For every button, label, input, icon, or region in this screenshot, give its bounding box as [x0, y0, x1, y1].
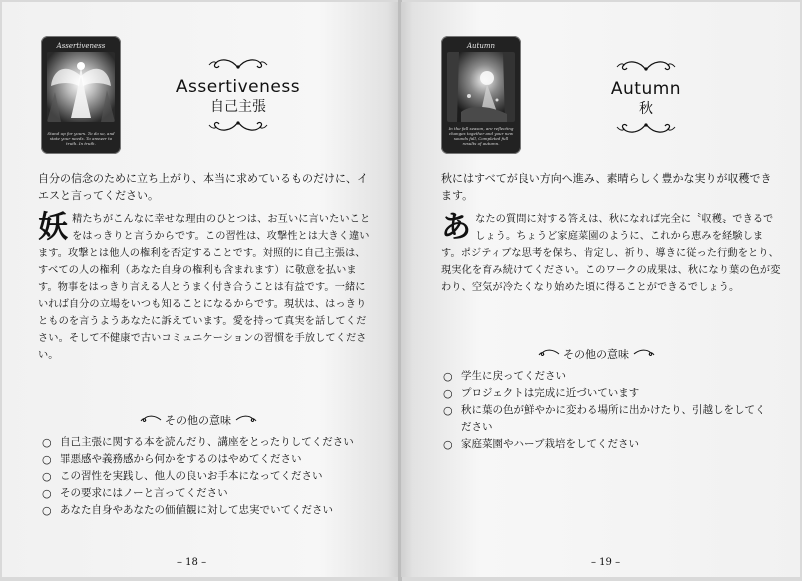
card-heading	[591, 78, 701, 118]
body-paragraph: なたの質問に対する答えは、秋になれば完全に〝収穫〟できるでしょう。ちょうど家庭菜園のように、これから恵みを経験します。ポジティブな思考を保ち、肯定し、祈り、導きに従った行動をとり、現実化を育み続けてください。このワークの成果は、秋になり葉の色が変わり、空気が冷たくなり始めた頃に得ることができるでしょう。	[441, 214, 781, 293]
list-item: ○ 家庭菜園やハーブ栽培をしてください	[443, 438, 639, 451]
page-number: – 18 –	[177, 557, 207, 568]
circle-bullet-icon: ○	[42, 470, 52, 483]
list-item: ○ プロジェクトは完成に近づいています	[443, 387, 640, 400]
circle-bullet-icon: ○	[443, 370, 453, 383]
drop-cap: 妖	[38, 210, 69, 245]
drop-cap: あ	[441, 210, 472, 245]
circle-bullet-icon: ○	[443, 387, 453, 400]
list-item: ○ 自己主張に関する本を読んだり、講座をとったりしてください	[42, 436, 354, 449]
heading-japanese: 秋	[639, 101, 653, 117]
other-meanings-heading	[128, 412, 268, 428]
top-flourish-icon	[205, 56, 271, 70]
circle-bullet-icon: ○	[443, 404, 453, 417]
page-number: – 19 –	[591, 557, 621, 568]
autumn-fairy-artwork-icon	[447, 52, 515, 122]
fairy-artwork-icon	[47, 52, 115, 122]
list-item: ○ その要求にはノーと言ってください	[42, 487, 228, 500]
list-item: ○ 罪悪感や義務感から何かをするのはやめてください	[42, 453, 302, 466]
heading-japanese: 自己主張	[210, 99, 266, 115]
list-item: ○ あなた自身やあなたの価値観に対して忠実でいてください	[42, 504, 333, 517]
card-title: Autumn	[466, 42, 496, 50]
right-page	[401, 2, 800, 577]
body-text	[441, 211, 781, 296]
list-item: ○ 学生に戻ってください	[443, 370, 566, 383]
circle-bullet-icon: ○	[42, 436, 52, 449]
lead-text: 秋にはすべてが良い方向へ進み、素晴らしく豊かな実りが収穫できます。	[441, 172, 772, 202]
subheading-flourish-right-icon	[633, 348, 655, 361]
left-page	[2, 2, 399, 577]
oracle-card-assertiveness	[41, 36, 121, 154]
subheading-flourish-right-icon	[235, 414, 257, 427]
body-text	[38, 211, 374, 364]
circle-bullet-icon: ○	[42, 504, 52, 517]
top-flourish-icon	[613, 58, 679, 72]
circle-bullet-icon: ○	[42, 487, 52, 500]
list-item: ○ この習性を実践し、他人の良いお手本になってください	[42, 470, 323, 483]
bottom-flourish-icon	[613, 122, 679, 136]
other-meanings-heading	[516, 346, 676, 362]
bottom-flourish-icon	[205, 120, 271, 134]
subheading-text: その他の意味	[563, 348, 629, 361]
other-meanings-list	[42, 434, 372, 519]
lead-text: 自分の信念のために立ち上がり、本当に求めているものだけに、イエスと言ってください。	[38, 172, 368, 202]
heading-english: Autumn	[610, 79, 682, 99]
circle-bullet-icon: ○	[42, 453, 52, 466]
subheading-text: その他の意味	[165, 414, 231, 427]
heading-english: Assertiveness	[175, 77, 301, 97]
circle-bullet-icon: ○	[443, 438, 453, 451]
card-heading	[172, 76, 304, 116]
subheading-flourish-left-icon	[140, 414, 166, 427]
body-paragraph: 精たちがこんなに幸せな理由のひとつは、お互いに言いたいことをはっきりと言うからです。この習性は、攻撃性とは大きく違います。攻撃とは他人の権利を否定することです。対照的に自己主張は、すべての人の権利（あなた自身の権利も含まれます）に敬意を払います。物事をはっきり言える人とうまく付き合うことは有益です。一緒にいれば自分の立場をいつも知ることになるからです。現状は、はっきりとものを言うようあなたに訴えています。愛を持って真実を話してください。そして不健康で古いコミュニケーションの習慣を手放してください。	[38, 214, 371, 361]
other-meanings-list	[443, 368, 773, 453]
subheading-flourish-left-icon	[538, 348, 564, 361]
list-item: ○ 秋に葉の色が鮮やかに変わる場所に出かけたり、引越しをしてください	[443, 404, 766, 433]
card-caption: In the fall season, are reflecting changes together and your new sounds fall, Completed full results of autumn.	[448, 126, 514, 146]
card-title: Assertiveness	[56, 42, 106, 50]
card-caption: Stand up for yours. To do so, and state your needs. To answer to truth. In truth.	[47, 131, 115, 146]
oracle-card-autumn	[441, 36, 521, 154]
